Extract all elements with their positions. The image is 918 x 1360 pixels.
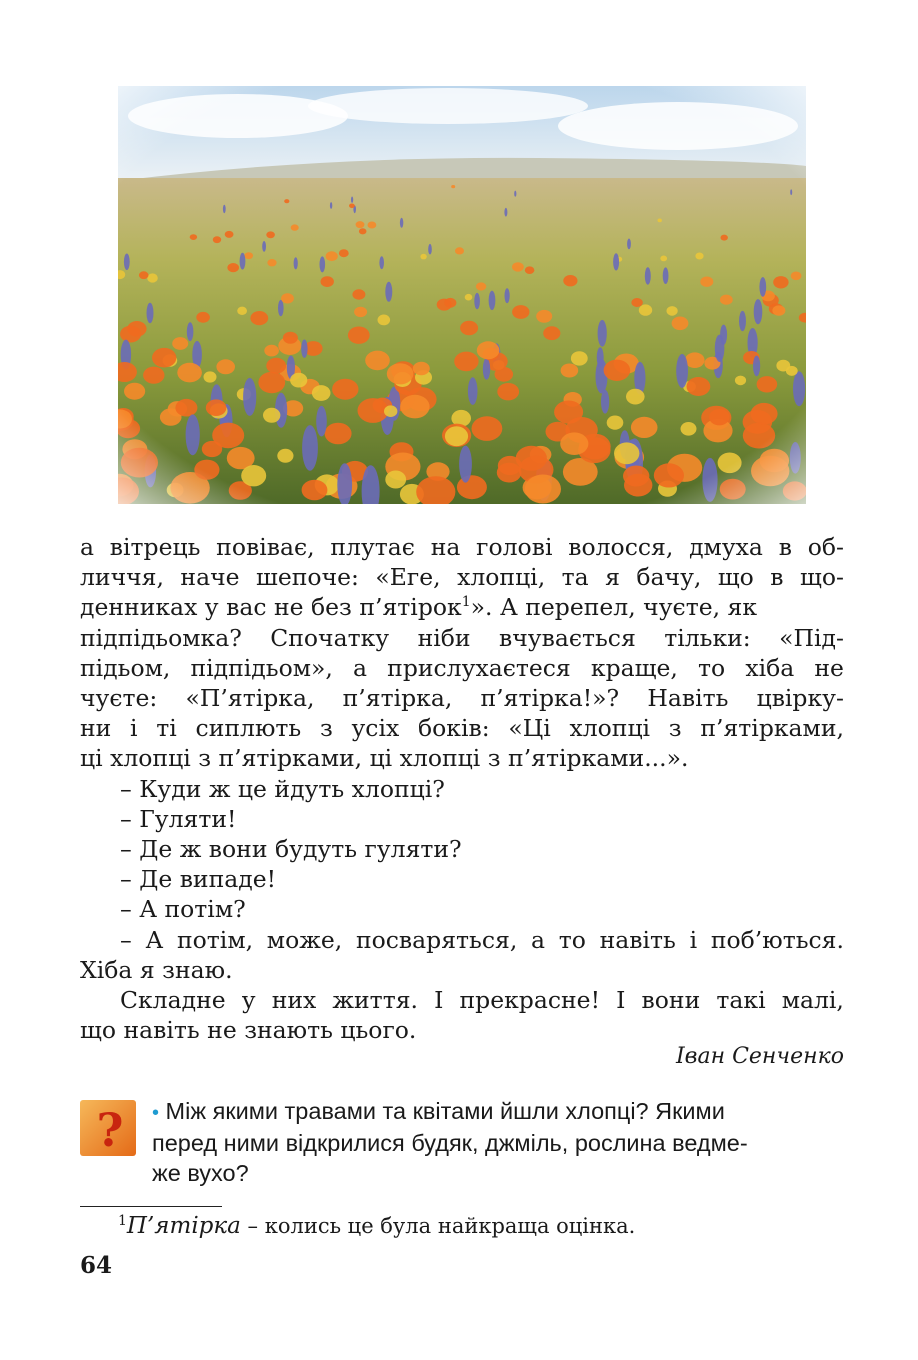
question-mark-icon	[80, 1100, 136, 1156]
word: волосся,	[568, 533, 674, 561]
question-line: перед ними відкрилися будяк, джміль, рослина ведме-	[152, 1130, 748, 1156]
word: «Під-	[779, 623, 844, 652]
word: краще,	[590, 653, 678, 682]
word: на	[430, 533, 461, 561]
poppy-field-illustration	[118, 86, 806, 504]
word: у	[241, 986, 256, 1015]
question-text: Між якими травами та квітами йшли хлопці? Якими	[165, 1098, 725, 1124]
word: бачу,	[636, 563, 702, 592]
word: в	[778, 533, 792, 561]
text-line	[80, 713, 844, 743]
word: потім,	[177, 925, 254, 954]
text-line	[80, 623, 844, 653]
word: наче	[180, 563, 240, 592]
word: І	[434, 986, 444, 1015]
word: не	[814, 653, 844, 682]
text-line	[80, 562, 844, 592]
bullet-icon: •	[152, 1102, 160, 1124]
word: «Ці	[508, 714, 551, 743]
word: підпідьомка?	[80, 623, 242, 652]
word: хлопці	[569, 714, 651, 743]
word: прекрасне!	[459, 986, 601, 1015]
footnote-divider	[80, 1206, 222, 1207]
word: то	[698, 653, 726, 682]
word: такі	[716, 986, 766, 1015]
word: з	[319, 714, 333, 743]
word: малі,	[781, 986, 844, 1015]
footnote	[118, 1212, 635, 1240]
word: що	[717, 563, 754, 592]
word: тільки:	[664, 623, 751, 652]
word: них	[271, 986, 317, 1015]
word: чуєте:	[80, 684, 158, 713]
word: посваряться,	[355, 925, 518, 954]
word: може,	[266, 925, 343, 954]
word: ни	[80, 714, 112, 743]
word: Складне	[120, 986, 226, 1015]
word: і	[689, 925, 698, 954]
word: вітрець	[109, 533, 201, 561]
word: шепоче:	[256, 563, 359, 592]
word: а	[353, 653, 368, 682]
word: усіх	[351, 714, 400, 743]
word: І	[616, 986, 626, 1015]
footnote-text: – колись це була найкраща оцінка.	[240, 1214, 636, 1238]
word: та	[561, 563, 589, 592]
word: плутає	[330, 533, 415, 561]
footnote-term: П’ятірка	[126, 1213, 241, 1239]
word: Спочатку	[270, 623, 390, 652]
footnote-mark: 1	[461, 594, 471, 611]
footnote-number: 1	[118, 1213, 127, 1229]
text-line-part: денниках у вас не без п’ятірок$^1$». А перепел, чуєте, як	[80, 593, 758, 622]
question-block	[152, 1096, 844, 1188]
word: поб’ються.	[710, 925, 844, 954]
dialogue-line: – А потім?	[120, 895, 246, 924]
text-line	[80, 653, 844, 683]
word: боків:	[417, 714, 490, 743]
word: я	[605, 563, 620, 592]
word: ті	[156, 714, 177, 743]
question-line	[152, 1096, 844, 1128]
word: і	[130, 714, 138, 743]
word: вчувається	[499, 623, 636, 652]
word: дмуха	[689, 533, 763, 561]
text-line	[80, 532, 844, 562]
dialogue-line: – Гуляти!	[120, 804, 237, 833]
word: життя.	[332, 986, 418, 1015]
dialogue-line: – Де випаде!	[120, 865, 277, 894]
word: п’ятірка,	[342, 684, 453, 713]
page-number: 64	[80, 1252, 113, 1279]
word: сиплють	[195, 714, 302, 743]
closing-line: що навіть не знають цього.	[80, 1016, 417, 1045]
dialogue-line: – Де ж вони будуть гуляти?	[120, 835, 462, 864]
word: повіває,	[216, 533, 315, 561]
word: голові	[476, 533, 553, 561]
word: Навіть	[647, 684, 729, 713]
word: вони	[641, 986, 701, 1015]
story-text	[80, 532, 844, 1045]
word: а	[531, 925, 546, 954]
word: «Еге,	[375, 563, 441, 592]
word: підпідьом»,	[190, 653, 333, 682]
closing-line	[80, 985, 844, 1015]
word: А	[145, 925, 164, 954]
word: навіть	[599, 925, 676, 954]
dialogue-line	[80, 925, 844, 955]
word: то	[558, 925, 586, 954]
text-line: ці хлопці з п’ятірками, ці хлопці з п’ятірками...».	[80, 744, 689, 773]
word: «П’ятірка,	[185, 684, 315, 713]
word: личчя,	[80, 563, 164, 592]
word: в	[770, 563, 784, 592]
author-signature: Іван Сенченко	[675, 1044, 844, 1069]
text-line	[80, 683, 844, 713]
dialogue-line: Хіба я знаю.	[80, 955, 233, 984]
word: прислухаєтеся	[387, 653, 571, 682]
word: що-	[799, 563, 844, 592]
dialogue-line: – Куди ж це йдуть хлопці?	[120, 774, 445, 803]
word: п’ятірками,	[700, 714, 844, 743]
question-line: же вухо?	[152, 1160, 249, 1186]
word: хлопці,	[457, 563, 546, 592]
text-line	[80, 592, 844, 622]
word: об-	[807, 533, 844, 561]
word: підьом,	[80, 653, 171, 682]
word: цвірку-	[756, 684, 844, 713]
poppy-field-image	[118, 86, 806, 504]
word: –	[120, 925, 132, 954]
word: з	[668, 714, 682, 743]
word: а	[80, 533, 95, 561]
word: ніби	[417, 623, 471, 652]
word: хіба	[745, 653, 795, 682]
svg-text:?: ?	[96, 1103, 124, 1156]
word: п’ятірка!»?	[480, 684, 620, 713]
